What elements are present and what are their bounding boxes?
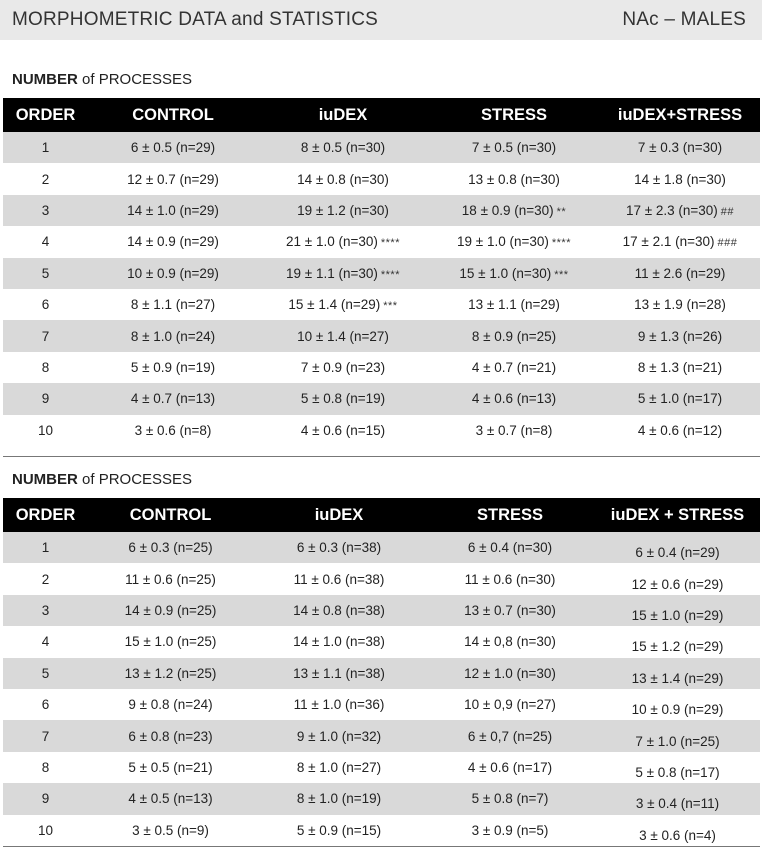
cell-value: 5 ± 0.8 (n=7) bbox=[471, 791, 549, 807]
cell-value: 13 ± 0.8 (n=30) bbox=[468, 171, 560, 187]
table-row bbox=[3, 195, 760, 226]
column-stress-cell bbox=[428, 289, 600, 320]
column-control-cell bbox=[88, 352, 258, 383]
column-iudex-cell bbox=[258, 163, 428, 194]
cell-value: 8 ± 0.5 (n=30) bbox=[300, 140, 386, 156]
significance-marker: ** bbox=[556, 205, 567, 218]
column-stress-cell bbox=[428, 258, 600, 289]
column-order-cell bbox=[3, 289, 88, 320]
column-order-cell bbox=[3, 532, 88, 563]
page-title: MORPHOMETRIC DATA and STATISTICS bbox=[12, 9, 379, 30]
cell-value: 3 ± 0.6 (n=8) bbox=[134, 422, 212, 438]
column-stress-cell bbox=[428, 352, 600, 383]
cell-value: 4 ± 0.5 (n=13) bbox=[128, 791, 213, 807]
column-iudex-cell bbox=[253, 815, 425, 846]
column-stress-cell bbox=[425, 626, 595, 657]
cell-value: 10 ± 0.9 (n=29) bbox=[127, 265, 219, 281]
significance-marker: ### bbox=[717, 237, 738, 250]
column-order-cell bbox=[3, 752, 88, 783]
cell-value: 2 bbox=[41, 171, 50, 187]
column-order-header: ORDER bbox=[15, 105, 76, 124]
cell-value: 15 ± 1.2 (n=29) bbox=[631, 639, 724, 655]
cell-value: 8 bbox=[41, 359, 50, 375]
cell-value: 8 ± 1.3 (n=21) bbox=[637, 359, 723, 375]
cell-value: 19 ± 1.1 (n=30) bbox=[286, 265, 378, 281]
column-control-cell bbox=[88, 563, 253, 594]
table-row bbox=[3, 595, 760, 626]
cell-value: 14 ± 0,8 (n=30) bbox=[464, 634, 556, 650]
caption-rest: of PROCESSES bbox=[77, 71, 193, 88]
column-order-cell bbox=[3, 595, 88, 626]
table-row bbox=[3, 226, 760, 257]
column-iudex-stress-cell bbox=[595, 626, 760, 657]
cell-value: 4 ± 0.6 (n=12) bbox=[637, 422, 723, 438]
table-row bbox=[3, 132, 760, 163]
column-iudex-cell bbox=[258, 415, 428, 446]
cell-value: 12 ± 0.7 (n=29) bbox=[127, 171, 219, 187]
table-header-row bbox=[3, 498, 760, 532]
column-iudex-cell bbox=[258, 226, 428, 257]
column-control-header: CONTROL bbox=[132, 105, 214, 124]
cell-value: 13 ± 1.4 (n=29) bbox=[631, 670, 724, 686]
table-divider bbox=[3, 456, 760, 457]
column-iudex-stress-cell bbox=[600, 163, 760, 194]
column-iudex-stress-cell bbox=[600, 415, 760, 446]
cell-value: 3 ± 0.4 (n=11) bbox=[635, 796, 720, 812]
processes-table-2 bbox=[3, 468, 762, 846]
cell-value: 1 bbox=[41, 140, 50, 156]
column-iudex-cell bbox=[253, 563, 425, 594]
table-caption bbox=[3, 468, 762, 498]
cell-value: 5 ± 0.9 (n=19) bbox=[130, 359, 216, 375]
column-iudex-stress-cell bbox=[595, 783, 760, 814]
cell-value: 10 ± 0,9 (n=27) bbox=[464, 697, 556, 713]
cell-value: 4 bbox=[41, 634, 50, 650]
cell-value: 10 ± 0.9 (n=29) bbox=[631, 702, 724, 718]
cell-value: 14 ± 0.8 (n=30) bbox=[297, 171, 389, 187]
cell-value: 4 ± 0.6 (n=17) bbox=[467, 759, 553, 775]
column-stress-cell bbox=[428, 320, 600, 351]
column-iudex-stress-header: iuDEX + STRESS bbox=[610, 505, 745, 524]
column-order-cell bbox=[3, 258, 88, 289]
cell-value: 7 ± 0.5 (n=30) bbox=[471, 140, 557, 156]
table-row bbox=[3, 320, 760, 351]
cell-value: 10 bbox=[37, 822, 54, 838]
column-iudex-stress-cell bbox=[595, 720, 760, 751]
table-row bbox=[3, 289, 760, 320]
column-iudex-cell bbox=[258, 258, 428, 289]
cell-value: 15 ± 1.0 (n=29) bbox=[631, 607, 724, 623]
table-row bbox=[3, 752, 760, 783]
column-control-cell bbox=[88, 132, 258, 163]
column-order-cell bbox=[3, 163, 88, 194]
cell-value: 9 bbox=[41, 391, 50, 407]
column-iudex-cell bbox=[258, 195, 428, 226]
column-order-cell bbox=[3, 783, 88, 814]
cell-value: 6 bbox=[41, 697, 50, 713]
cell-value: 5 ± 1.0 (n=17) bbox=[637, 391, 723, 407]
table-row bbox=[3, 163, 760, 194]
column-iudex-stress-header: iuDEX+STRESS bbox=[617, 105, 743, 124]
cell-value: 8 ± 1.1 (n=27) bbox=[130, 297, 216, 313]
column-control-cell bbox=[88, 195, 258, 226]
cell-value: 5 ± 0.8 (n=19) bbox=[300, 391, 386, 407]
column-control-cell bbox=[88, 783, 253, 814]
column-control-cell bbox=[88, 689, 253, 720]
significance-marker: *** bbox=[554, 268, 569, 281]
caption-bold: NUMBER bbox=[12, 71, 78, 88]
column-control-cell bbox=[88, 258, 258, 289]
column-iudex-stress-cell bbox=[595, 532, 760, 563]
cell-value: 13 ± 1.9 (n=28) bbox=[634, 297, 726, 313]
column-iudex-cell bbox=[258, 383, 428, 414]
cell-value: 5 ± 0.9 (n=15) bbox=[296, 822, 382, 838]
column-iudex-stress-cell bbox=[595, 658, 760, 689]
column-stress-header: STRESS bbox=[476, 505, 544, 524]
table-body bbox=[3, 132, 760, 446]
column-iudex-stress-cell bbox=[595, 689, 760, 720]
caption-rest: of PROCESSES bbox=[77, 471, 193, 488]
cell-value: 13 ± 0.7 (n=30) bbox=[464, 602, 556, 618]
column-stress-cell bbox=[425, 720, 595, 751]
column-stress-cell bbox=[428, 415, 600, 446]
significance-marker: **** bbox=[380, 268, 400, 281]
cell-value: 17 ± 2.1 (n=30) bbox=[622, 234, 715, 250]
cell-value: 14 ± 0.9 (n=25) bbox=[124, 602, 217, 618]
column-stress-cell bbox=[425, 815, 595, 846]
table-row bbox=[3, 626, 760, 657]
column-order-cell bbox=[3, 658, 88, 689]
column-order-cell bbox=[3, 815, 88, 846]
column-iudex-cell bbox=[258, 132, 428, 163]
processes-table-1 bbox=[3, 68, 762, 446]
page-subtitle: NAc – MALES bbox=[622, 9, 746, 30]
column-iudex-stress-cell bbox=[600, 132, 760, 163]
table-row bbox=[3, 783, 760, 814]
cell-value: 6 ± 0.4 (n=30) bbox=[467, 540, 553, 556]
column-iudex-cell bbox=[253, 720, 425, 751]
cell-value: 8 ± 1.0 (n=27) bbox=[296, 759, 382, 775]
column-iudex-cell bbox=[253, 752, 425, 783]
column-order-cell bbox=[3, 626, 88, 657]
column-control-cell bbox=[88, 815, 253, 846]
cell-value: 19 ± 1.2 (n=30) bbox=[297, 202, 389, 218]
cell-value: 11 ± 2.6 (n=29) bbox=[634, 265, 726, 281]
column-control-cell bbox=[88, 626, 253, 657]
cell-value: 6 ± 0.3 (n=38) bbox=[296, 540, 382, 556]
column-control-cell bbox=[88, 532, 253, 563]
cell-value: 9 ± 0.8 (n=24) bbox=[128, 697, 213, 713]
cell-value: 8 ± 0.9 (n=25) bbox=[471, 328, 557, 344]
column-iudex-cell bbox=[253, 658, 425, 689]
cell-value: 14 ± 1.0 (n=29) bbox=[127, 202, 219, 218]
cell-value: 4 ± 0.6 (n=15) bbox=[300, 422, 386, 438]
significance-marker: **** bbox=[551, 237, 571, 250]
cell-value: 3 ± 0.5 (n=9) bbox=[132, 822, 209, 838]
cell-value: 4 ± 0.7 (n=21) bbox=[471, 359, 557, 375]
cell-value: 6 ± 0,7 (n=25) bbox=[467, 728, 553, 744]
cell-value: 6 ± 0.8 (n=23) bbox=[128, 728, 213, 744]
cell-value: 19 ± 1.0 (n=30) bbox=[457, 234, 549, 250]
column-iudex-stress-cell bbox=[600, 352, 760, 383]
cell-value: 4 ± 0.6 (n=13) bbox=[471, 391, 557, 407]
cell-value: 11 ± 1.0 (n=36) bbox=[293, 697, 385, 713]
cell-value: 12 ± 0.6 (n=29) bbox=[631, 576, 724, 592]
column-control-cell bbox=[88, 320, 258, 351]
cell-value: 1 bbox=[41, 540, 50, 556]
cell-value: 3 ± 0.6 (n=4) bbox=[639, 827, 716, 843]
column-stress-cell bbox=[425, 752, 595, 783]
significance-marker: ## bbox=[720, 205, 735, 218]
cell-value: 8 ± 1.0 (n=24) bbox=[130, 328, 216, 344]
cell-value: 7 ± 0.3 (n=30) bbox=[637, 140, 723, 156]
cell-value: 13 ± 1.1 (n=38) bbox=[293, 665, 385, 681]
cell-value: 12 ± 1.0 (n=30) bbox=[464, 665, 556, 681]
caption-bold: NUMBER bbox=[12, 471, 78, 488]
table-row bbox=[3, 258, 760, 289]
column-order-header: ORDER bbox=[15, 505, 76, 524]
column-iudex-header: iuDEX bbox=[314, 505, 364, 524]
cell-value: 5 bbox=[41, 265, 50, 281]
cell-value: 17 ± 2.3 (n=30) bbox=[625, 202, 718, 218]
column-stress-cell bbox=[425, 563, 595, 594]
cell-value: 13 ± 1.1 (n=29) bbox=[468, 297, 560, 313]
table-row bbox=[3, 383, 760, 414]
cell-value: 6 ± 0.4 (n=29) bbox=[635, 545, 720, 561]
cell-value: 15 ± 1.0 (n=25) bbox=[124, 634, 217, 650]
cell-value: 10 ± 1.4 (n=27) bbox=[297, 328, 389, 344]
significance-marker: *** bbox=[383, 300, 398, 313]
column-order-cell bbox=[3, 720, 88, 751]
column-stress-cell bbox=[428, 163, 600, 194]
cell-value: 6 ± 0.5 (n=29) bbox=[130, 140, 216, 156]
cell-value: 3 bbox=[41, 602, 50, 618]
cell-value: 14 ± 0.9 (n=29) bbox=[127, 234, 219, 250]
column-order-cell bbox=[3, 352, 88, 383]
column-iudex-cell bbox=[253, 532, 425, 563]
column-order-cell bbox=[3, 383, 88, 414]
column-order-cell bbox=[3, 132, 88, 163]
column-control-header: CONTROL bbox=[129, 505, 212, 524]
column-order-cell bbox=[3, 689, 88, 720]
cell-value: 14 ± 0.8 (n=38) bbox=[293, 602, 385, 618]
cell-value: 2 bbox=[41, 571, 50, 587]
cell-value: 4 bbox=[41, 234, 50, 250]
column-iudex-stress-cell bbox=[595, 815, 760, 846]
cell-value: 5 ± 0.8 (n=17) bbox=[635, 764, 720, 780]
cell-value: 8 bbox=[41, 759, 50, 775]
column-iudex-stress-cell bbox=[595, 563, 760, 594]
table-caption bbox=[3, 68, 762, 98]
column-iudex-cell bbox=[258, 320, 428, 351]
column-control-cell bbox=[88, 383, 258, 414]
column-stress-cell bbox=[425, 532, 595, 563]
column-order-cell bbox=[3, 226, 88, 257]
column-stress-cell bbox=[425, 689, 595, 720]
column-stress-cell bbox=[425, 595, 595, 626]
cell-value: 3 bbox=[41, 202, 50, 218]
column-order-cell bbox=[3, 320, 88, 351]
column-stress-cell bbox=[428, 383, 600, 414]
cell-value: 11 ± 0.6 (n=30) bbox=[464, 571, 556, 587]
cell-value: 3 ± 0.9 (n=5) bbox=[471, 822, 549, 838]
column-iudex-stress-cell bbox=[600, 195, 760, 226]
column-control-cell bbox=[88, 720, 253, 751]
cell-value: 13 ± 1.2 (n=25) bbox=[124, 665, 217, 681]
column-control-cell bbox=[88, 595, 253, 626]
table-row bbox=[3, 352, 760, 383]
column-iudex-cell bbox=[253, 783, 425, 814]
column-control-cell bbox=[88, 226, 258, 257]
column-iudex-stress-cell bbox=[600, 289, 760, 320]
significance-marker: **** bbox=[380, 237, 400, 250]
cell-value: 5 bbox=[41, 665, 50, 681]
cell-value: 3 ± 0.7 (n=8) bbox=[475, 422, 553, 438]
cell-value: 7 ± 1.0 (n=25) bbox=[635, 733, 720, 749]
cell-value: 8 ± 1.0 (n=19) bbox=[296, 791, 382, 807]
table-body bbox=[3, 532, 760, 846]
cell-value: 7 bbox=[41, 328, 50, 344]
column-stress-header: STRESS bbox=[480, 105, 548, 124]
table-row bbox=[3, 532, 760, 563]
column-iudex-cell bbox=[253, 595, 425, 626]
column-order-cell bbox=[3, 195, 88, 226]
table-bottom-rule bbox=[3, 846, 760, 847]
table-row bbox=[3, 720, 760, 751]
column-iudex-stress-cell bbox=[600, 226, 760, 257]
data-table bbox=[3, 98, 760, 446]
cell-value: 11 ± 0.6 (n=25) bbox=[125, 571, 216, 587]
cell-value: 9 ± 1.3 (n=26) bbox=[637, 328, 723, 344]
title-bar bbox=[0, 0, 762, 40]
column-stress-cell bbox=[425, 783, 595, 814]
column-control-cell bbox=[88, 163, 258, 194]
cell-value: 14 ± 1.0 (n=38) bbox=[293, 634, 385, 650]
column-iudex-cell bbox=[258, 352, 428, 383]
column-iudex-stress-cell bbox=[600, 320, 760, 351]
cell-value: 15 ± 1.0 (n=30) bbox=[459, 265, 552, 281]
table-row bbox=[3, 658, 760, 689]
column-stress-cell bbox=[425, 658, 595, 689]
column-iudex-cell bbox=[258, 289, 428, 320]
cell-value: 18 ± 0.9 (n=30) bbox=[461, 202, 554, 218]
column-iudex-stress-cell bbox=[600, 258, 760, 289]
column-order-cell bbox=[3, 563, 88, 594]
cell-value: 10 bbox=[37, 422, 54, 438]
column-control-cell bbox=[88, 658, 253, 689]
column-iudex-cell bbox=[253, 689, 425, 720]
column-stress-cell bbox=[428, 132, 600, 163]
cell-value: 6 bbox=[41, 297, 50, 313]
cell-value: 14 ± 1.8 (n=30) bbox=[634, 171, 726, 187]
cell-value: 7 ± 0.9 (n=23) bbox=[300, 359, 386, 375]
cell-value: 9 bbox=[41, 791, 50, 807]
cell-value: 15 ± 1.4 (n=29) bbox=[288, 297, 381, 313]
column-stress-cell bbox=[428, 195, 600, 226]
table-row bbox=[3, 689, 760, 720]
column-stress-cell bbox=[428, 226, 600, 257]
column-order-cell bbox=[3, 415, 88, 446]
cell-value: 5 ± 0.5 (n=21) bbox=[128, 759, 213, 775]
cell-value: 21 ± 1.0 (n=30) bbox=[286, 234, 378, 250]
table-header-row bbox=[3, 98, 760, 132]
column-control-cell bbox=[88, 752, 253, 783]
cell-value: 7 bbox=[41, 728, 50, 744]
column-control-cell bbox=[88, 415, 258, 446]
column-control-cell bbox=[88, 289, 258, 320]
cell-value: 11 ± 0.6 (n=38) bbox=[293, 571, 385, 587]
data-table bbox=[3, 498, 760, 846]
table-row bbox=[3, 815, 760, 846]
column-iudex-stress-cell bbox=[600, 383, 760, 414]
column-iudex-stress-cell bbox=[595, 752, 760, 783]
cell-value: 4 ± 0.7 (n=13) bbox=[130, 391, 216, 407]
column-iudex-cell bbox=[253, 626, 425, 657]
table-row bbox=[3, 563, 760, 594]
table-row bbox=[3, 415, 760, 446]
cell-value: 6 ± 0.3 (n=25) bbox=[128, 540, 213, 556]
cell-value: 9 ± 1.0 (n=32) bbox=[296, 728, 382, 744]
column-iudex-header: iuDEX bbox=[318, 105, 368, 124]
column-iudex-stress-cell bbox=[595, 595, 760, 626]
